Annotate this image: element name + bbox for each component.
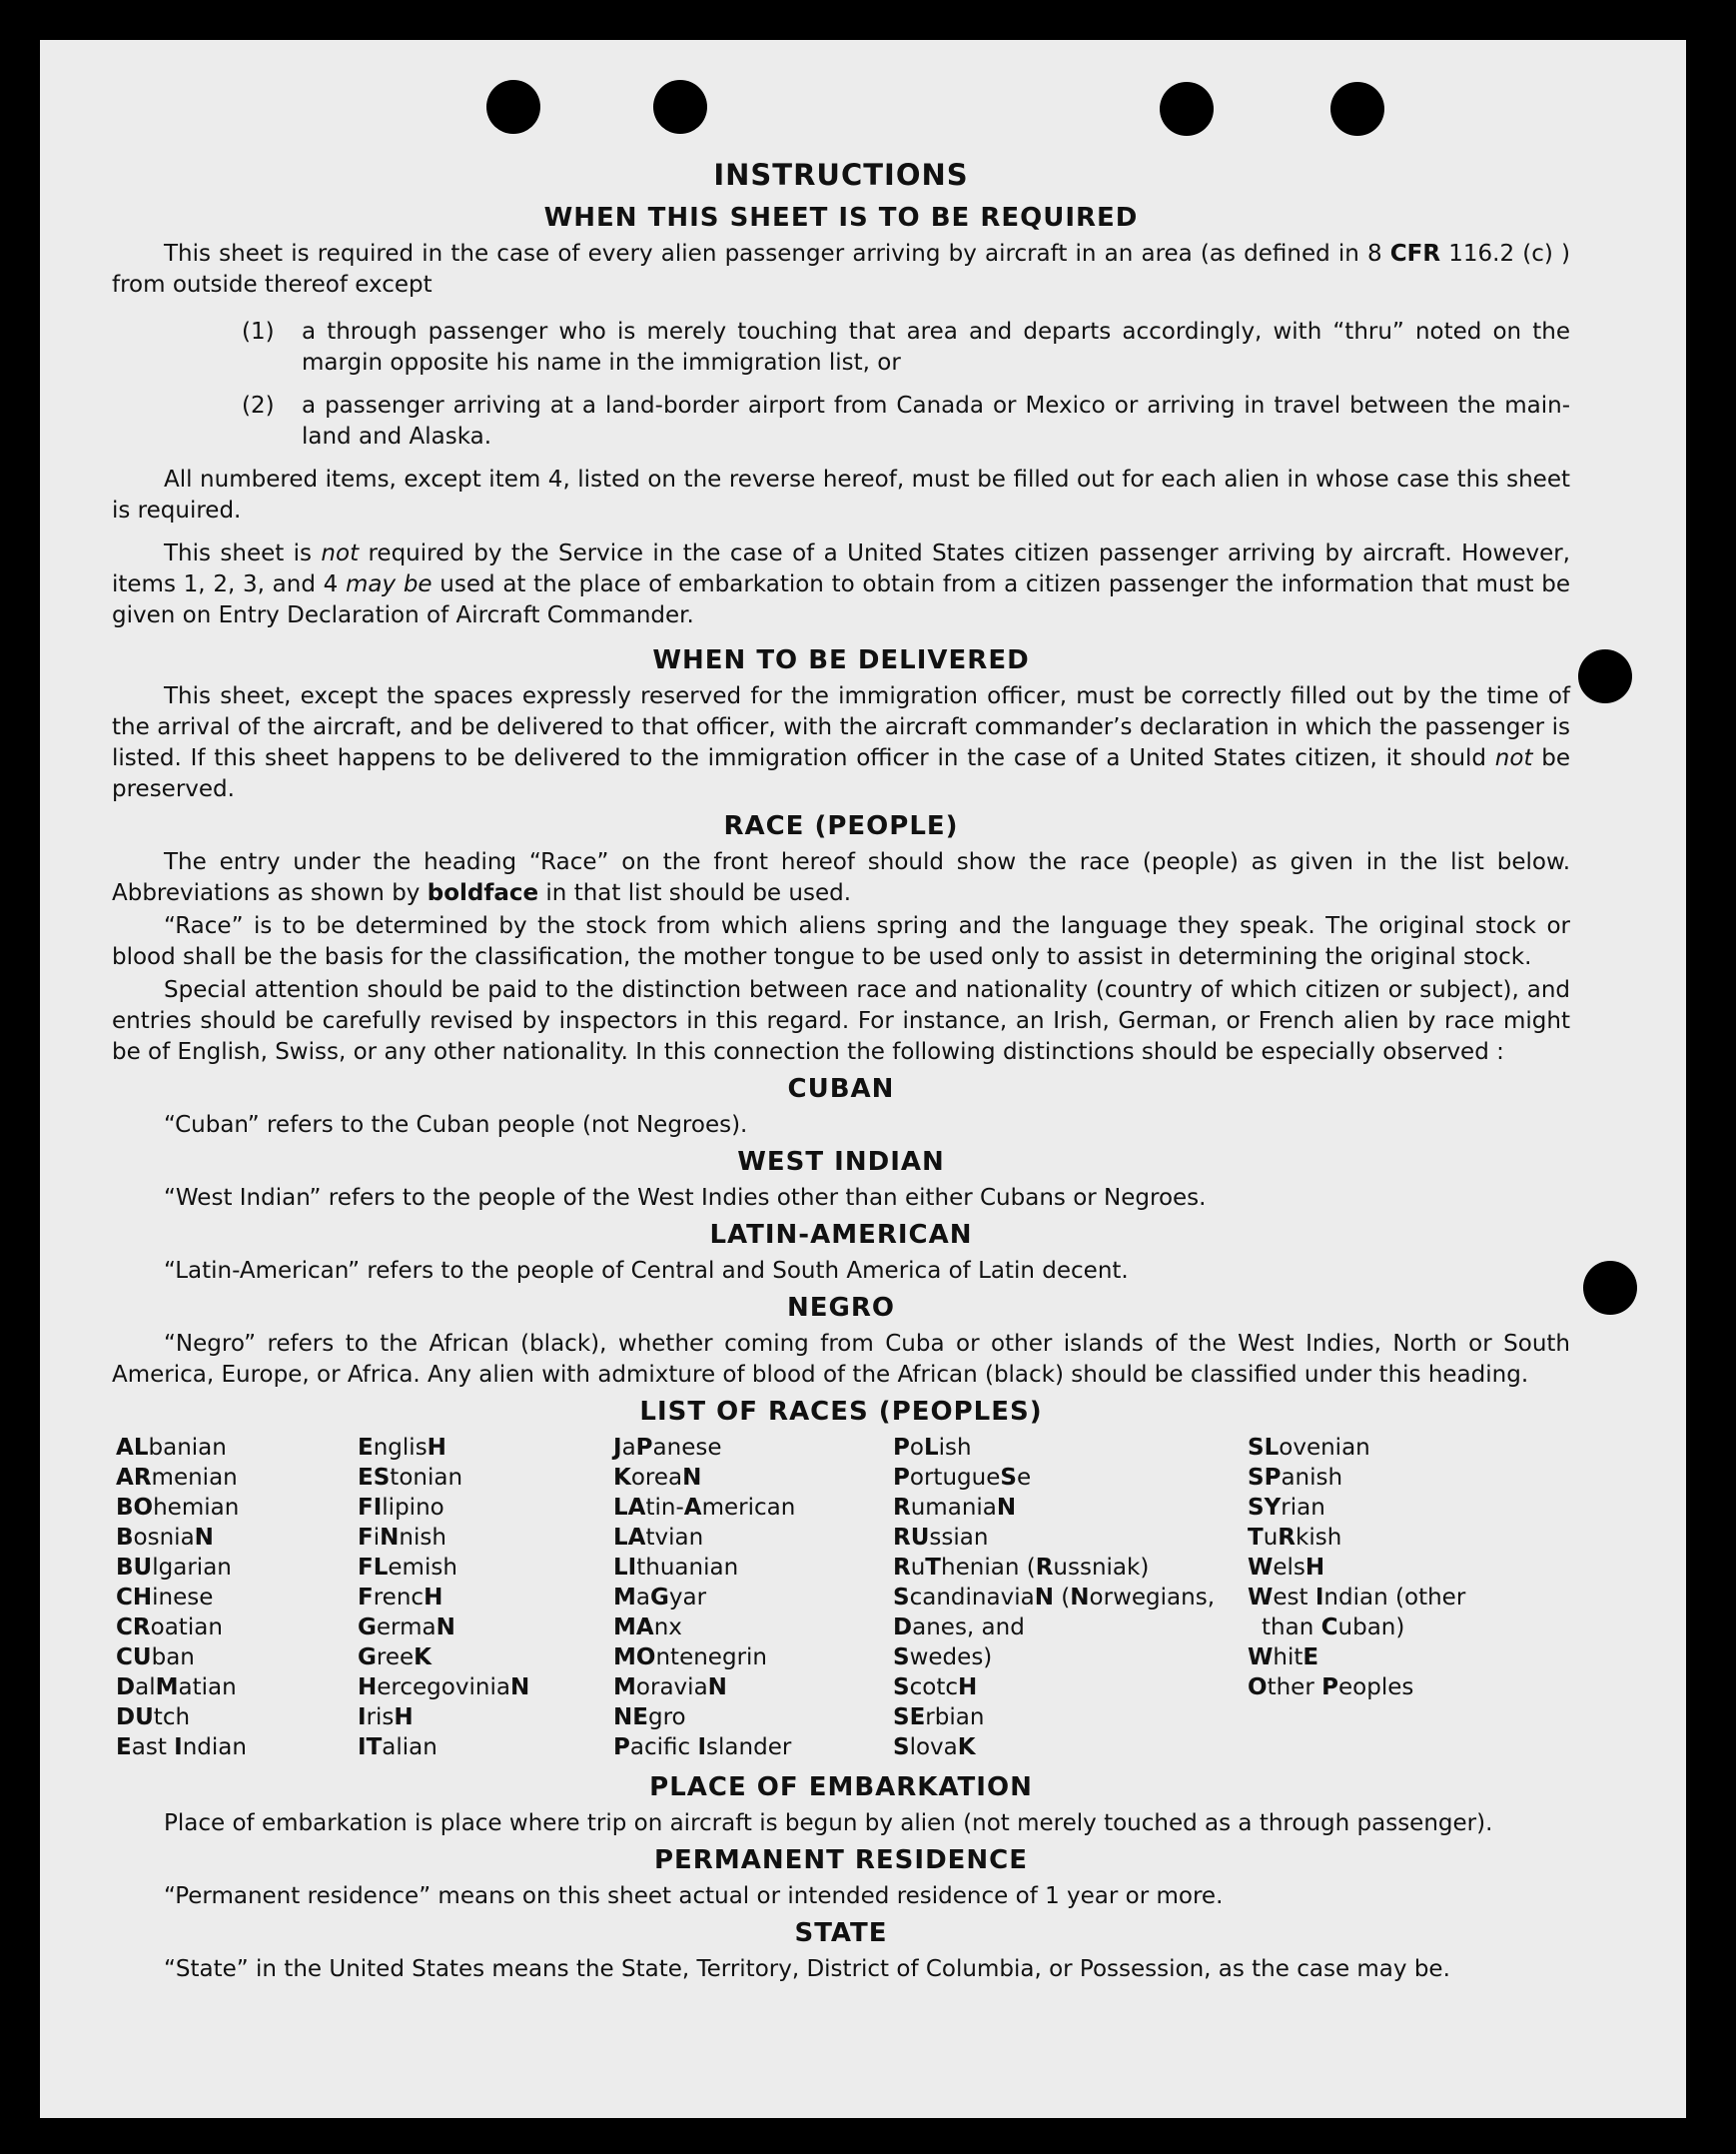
paragraph-race-stock: “Race” is to be determined by the stock from which aliens spring and the language they speak. The original stock or blood shall be the basis for the classification, the mother tongue to be used only to assist in determining the original stock. bbox=[112, 913, 1570, 970]
item-number: (2) bbox=[242, 393, 275, 419]
heading-when-required: WHEN THIS SHEET IS TO BE REQUIRED bbox=[543, 203, 1139, 233]
punch-hole bbox=[1160, 82, 1214, 136]
race-entry: PoLish bbox=[893, 1435, 972, 1461]
paragraph-citizen: This sheet is not required by the Service in the case of a United States citizen passenger arriving by aircraft. However, items 1, 2, 3, and 4 may be used at the place of embarkation to obtain from a citizen passenger the information that must be given on Entry Declaration of Aircraft Commander. bbox=[112, 540, 1570, 628]
race-entry: FrencH bbox=[358, 1585, 443, 1611]
punch-hole bbox=[1583, 1261, 1637, 1315]
races-column bbox=[358, 1433, 613, 1762]
race-entry: BUlgarian bbox=[116, 1555, 232, 1581]
paragraph-west-indian: “West Indian” refers to the people of the West Indies other than either Cubans or Negroes. bbox=[164, 1185, 1207, 1211]
exception-item-1 bbox=[112, 317, 1570, 379]
race-entry: NEgro bbox=[613, 1704, 686, 1730]
race-entry: MOntenegrin bbox=[613, 1644, 767, 1670]
punch-hole bbox=[1578, 649, 1632, 703]
race-entry: ITalian bbox=[358, 1734, 437, 1760]
punch-hole bbox=[486, 80, 540, 134]
race-entry: TuRkish bbox=[1248, 1525, 1342, 1551]
race-entry: WhitE bbox=[1248, 1644, 1319, 1670]
paragraph-delivered: This sheet, except the spaces expressly reserved for the immigration officer, must be correctly filled out by the time of the arrival of the aircraft, and be delivered to that officer, with the aircraft commander’s declaration in which the passenger is listed. If this sheet happens to be delivered to the immigration officer in the case of a United States citizen, it should not be preserved. bbox=[112, 683, 1570, 802]
heading-west-indian: WEST INDIAN bbox=[737, 1147, 945, 1177]
heading-cuban: CUBAN bbox=[787, 1074, 895, 1104]
races-column bbox=[613, 1433, 893, 1762]
paragraph-negro: “Negro” refers to the African (black), whether coming from Cuba or other islands of the West Indies, North or South America, Europe, or Africa. Any alien with admixture of blood of the African (black) should be classified under this heading. bbox=[112, 1331, 1570, 1388]
race-entry: ScotcH bbox=[893, 1674, 978, 1700]
paragraph-cuban: “Cuban” refers to the Cuban people (not Negroes). bbox=[164, 1112, 748, 1138]
heading-latin-american: LATIN-AMERICAN bbox=[709, 1220, 973, 1250]
race-entry: Other Peoples bbox=[1248, 1674, 1414, 1700]
item-number: (1) bbox=[242, 319, 275, 345]
race-entry: Swedes) bbox=[893, 1644, 993, 1670]
race-entry: BosniaN bbox=[116, 1525, 214, 1551]
race-entry: MAnx bbox=[613, 1615, 682, 1640]
races-list bbox=[116, 1433, 1570, 1762]
paragraph-latin-american: “Latin-American” refers to the people of Central and South America of Latin decent. bbox=[164, 1258, 1129, 1284]
paragraph-numbered-items: All numbered items, except item 4, listed on the reverse hereof, must be filled out for each alien in whose case this sheet is required. bbox=[112, 467, 1570, 524]
race-entry: Pacifc Islander bbox=[613, 1734, 792, 1760]
race-entry: Danes, and bbox=[893, 1615, 1025, 1640]
page-title: INSTRUCTIONS bbox=[713, 158, 969, 192]
race-entry: HercegoviniaN bbox=[358, 1674, 530, 1700]
item-text: a passenger arriving at a land-border airport from Canada or Mexico or arriving in travel between the main-land and Alaska. bbox=[302, 393, 1570, 450]
paragraph-embarkation: Place of embarkation is place where trip on aircraft is begun by alien (not merely touched as a through passenger). bbox=[164, 1810, 1493, 1836]
heading-state: STATE bbox=[794, 1918, 888, 1948]
paragraph-required-intro: This sheet is required in the case of every alien passenger arriving by aircraft in an area (as defined in 8 CFR 116.2 (c) ) from outside thereof except bbox=[112, 241, 1571, 298]
race-entry: LAtvian bbox=[613, 1525, 704, 1551]
race-entry: MaGyar bbox=[613, 1585, 707, 1611]
heading-negro: NEGRO bbox=[787, 1293, 895, 1323]
race-entry: EnglisH bbox=[358, 1435, 446, 1461]
paragraph-race-nationality: Special attention should be paid to the distinction between race and nationality (country of which citizen or subject), and entries should be carefully revised by inspectors in this regard. For instance, an Irish, German, or French alien by race might be of English, Swiss, or any other nationality. In this connection the following distinctions should be especially observed : bbox=[112, 977, 1570, 1065]
races-column bbox=[893, 1433, 1248, 1762]
races-column bbox=[1248, 1433, 1574, 1762]
heading-place-of-embarkation: PLACE OF EMBARKATION bbox=[649, 1772, 1033, 1802]
race-entry: FIlipino bbox=[358, 1495, 444, 1521]
race-entry: PortugueSe bbox=[893, 1465, 1032, 1491]
race-entry: WelsH bbox=[1248, 1555, 1325, 1581]
race-entry: FiNnish bbox=[358, 1525, 446, 1551]
item-text: a through passenger who is merely touching that area and departs accordingly, with “thru” noted on the margin opposite his name in the immigration list, or bbox=[302, 319, 1570, 376]
race-entry: LIthuanian bbox=[613, 1555, 739, 1581]
race-entry: ARmenian bbox=[116, 1465, 238, 1491]
race-entry: JaPanese bbox=[613, 1435, 722, 1461]
race-entry: DUtch bbox=[116, 1704, 191, 1730]
race-entry: West Indian (other bbox=[1248, 1585, 1466, 1611]
exception-item-2 bbox=[112, 391, 1570, 453]
race-entry: GreeK bbox=[358, 1644, 432, 1670]
race-entry: ScandinaviaN (Norwegians, bbox=[893, 1585, 1216, 1611]
race-entry: CUban bbox=[116, 1644, 195, 1670]
race-entry: than Cuban) bbox=[1262, 1615, 1405, 1640]
heading-race: RACE (PEOPLE) bbox=[723, 811, 959, 841]
race-entry: KoreaN bbox=[613, 1465, 702, 1491]
punch-hole bbox=[653, 80, 707, 134]
race-entry: East Indian bbox=[116, 1734, 247, 1760]
race-entry: SPanish bbox=[1248, 1465, 1343, 1491]
race-entry: CRoatian bbox=[116, 1615, 223, 1640]
heading-list-of-races: LIST OF RACES (PEOPLES) bbox=[639, 1397, 1043, 1427]
race-entry: LAtin-American bbox=[613, 1495, 796, 1521]
race-entry: CHinese bbox=[116, 1585, 214, 1611]
races-column bbox=[116, 1433, 358, 1762]
race-entry: SErbian bbox=[893, 1704, 985, 1730]
race-entry: BOhemian bbox=[116, 1495, 240, 1521]
race-entry: SLovenian bbox=[1248, 1435, 1370, 1461]
race-entry: DalMatian bbox=[116, 1674, 237, 1700]
punch-hole bbox=[1330, 82, 1384, 136]
race-entry: EStonian bbox=[358, 1465, 463, 1491]
paragraph-state: “State” in the United States means the State, Territory, District of Columbia, or Possession, as the case may be. bbox=[164, 1956, 1450, 1982]
race-entry: ALbanian bbox=[116, 1435, 227, 1461]
race-entry: GermaN bbox=[358, 1615, 455, 1640]
paragraph-residence: “Permanent residence” means on this sheet actual or intended residence of 1 year or more. bbox=[164, 1883, 1224, 1909]
race-entry: MoraviaN bbox=[613, 1674, 727, 1700]
race-entry: RuThenian (Russniak) bbox=[893, 1555, 1150, 1581]
heading-permanent-residence: PERMANENT RESIDENCE bbox=[653, 1845, 1029, 1875]
race-entry: RumaniaN bbox=[893, 1495, 1017, 1521]
race-entry: IrisH bbox=[358, 1704, 414, 1730]
race-entry: SYrian bbox=[1248, 1495, 1325, 1521]
race-entry: FLemish bbox=[358, 1555, 457, 1581]
heading-when-delivered: WHEN TO BE DELIVERED bbox=[652, 645, 1030, 675]
paragraph-race-entry: The entry under the heading “Race” on the front hereof should show the race (people) as given in the list below. Abbreviations as shown by boldface in that list should be used. bbox=[112, 849, 1570, 906]
instructions-content bbox=[112, 160, 1570, 1987]
race-entry: SlovaK bbox=[893, 1734, 976, 1760]
race-entry: RUssian bbox=[893, 1525, 989, 1551]
